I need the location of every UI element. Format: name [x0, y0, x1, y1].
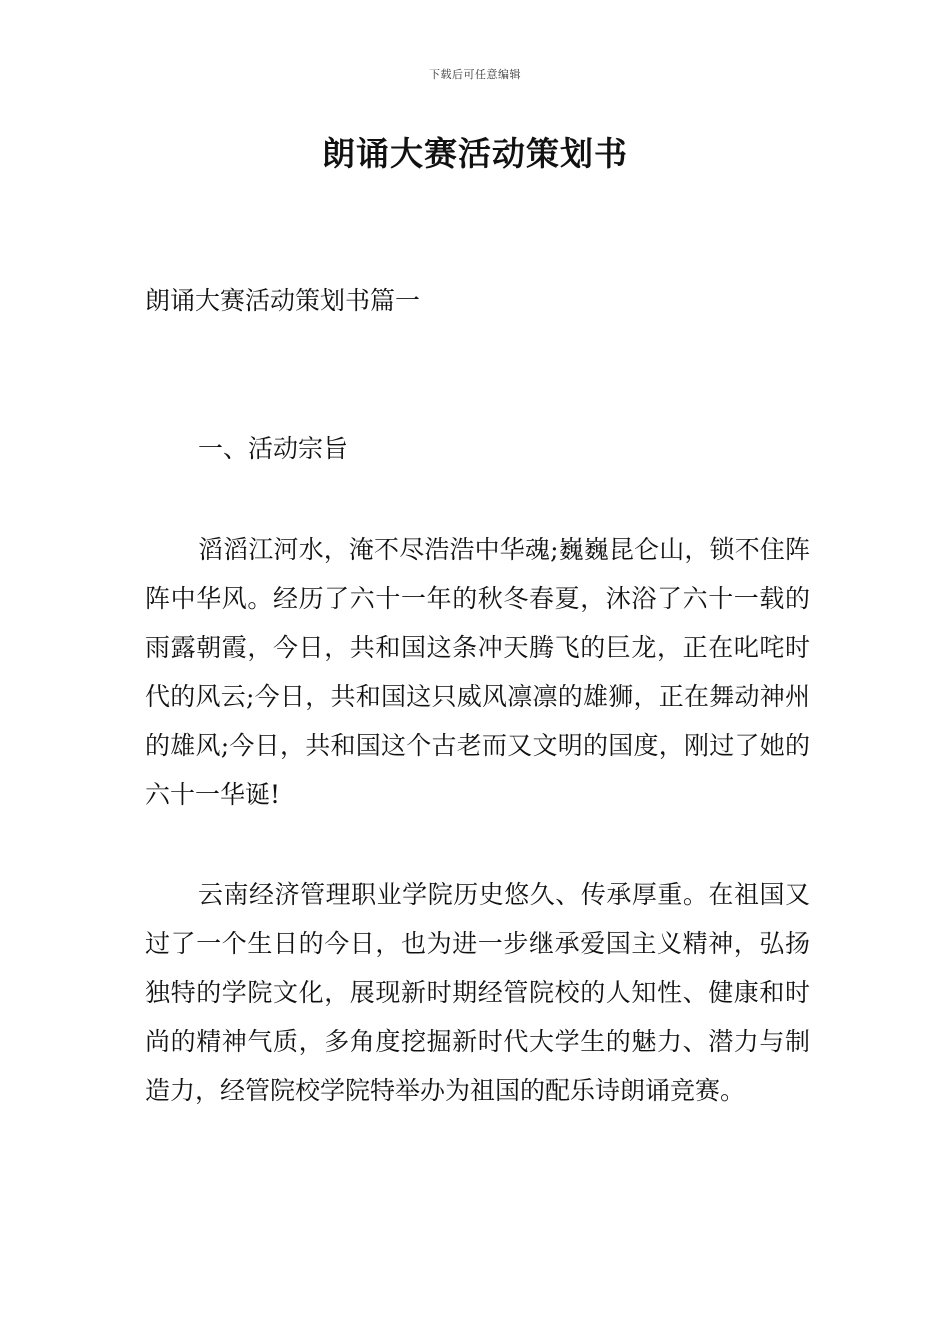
section-heading: 一、活动宗旨 — [198, 434, 349, 463]
body-paragraph: 滔滔江河水，淹不尽浩浩中华魂;巍巍昆仑山，锁不住阵阵中华风。经历了六十一年的秋冬春夏，沐浴了六十一载的雨露朝霞，今日，共和国这条冲天腾飞的巨龙，正在叱咤时代的风云;今日，共和国这只威风凛凛的雄狮，正在舞动神州的雄风;今日，共和国这个古老而又文明的国度，刚过了她的六十一华诞! — [145, 535, 810, 809]
document-subtitle: 朗诵大赛活动策划书篇一 — [145, 286, 421, 315]
document-title: 朗诵大赛活动策划书 — [322, 134, 628, 173]
body-paragraph: 云南经济管理职业学院历史悠久、传承厚重。在祖国又过了一个生日的今日，也为进一步继承爱国主义精神，弘扬独特的学院文化，展现新时期经管院校的人知性、健康和时尚的精神气质，多角度挖掘新时代大学生的魅力、潜力与制造力，经管院校学院特举办为祖国的配乐诗朗诵竞赛。 — [145, 880, 810, 1105]
page-header-note: 下载后可任意编辑 — [429, 68, 521, 81]
